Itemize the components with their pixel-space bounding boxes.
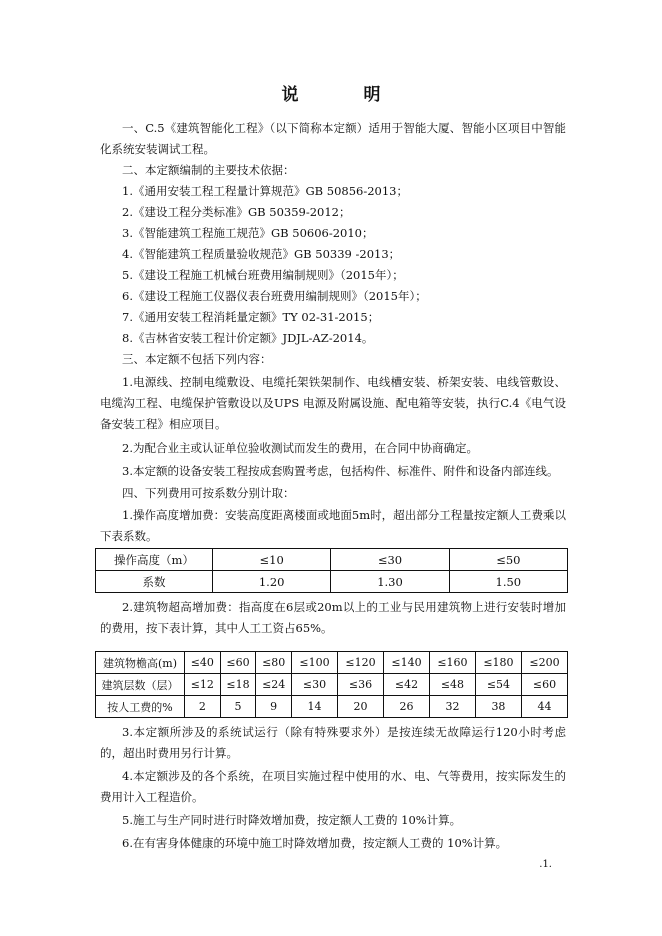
table-cell: 1.20 (213, 571, 331, 593)
fee-item-3: 3.本定额所涉及的系统试运行（除有特殊要求外）是按连续无故障运行120小时考虑的，超出时费用另行计算。 (100, 725, 566, 760)
building-height-table (95, 651, 568, 718)
exclusion-item-1: 1.电源线、控制电缆敷设、电缆托架铁架制作、电线槽安装、桥架安装、电线管敷设、电缆沟工程、电缆保护管敷设以及UPS 电源及附属设施、配电箱等安装，执行C.4《电气设备安装工程》相应项目。 (100, 375, 566, 431)
table-row (96, 571, 568, 593)
table-cell: ≤30 (292, 674, 338, 696)
table-cell: 2 (185, 696, 221, 718)
fee-item-2: 2.建筑物超高增加费：指高度在6层或20m以上的工业与民用建筑物上进行安装时增加的费用，按下表计算，其中人工工资占65%。 (100, 600, 566, 635)
page-title: 说 明 (281, 85, 405, 105)
table-cell: ≤60 (521, 674, 567, 696)
table-cell: ≤200 (521, 652, 567, 674)
table-cell: ≤80 (256, 652, 292, 674)
table-row (96, 674, 568, 696)
table-cell: ≤30 (331, 549, 449, 571)
table-cell: 20 (338, 696, 384, 718)
height-coefficient-table (95, 548, 568, 593)
table-cell: ≤18 (220, 674, 256, 696)
paragraph-basis-heading: 二、本定额编制的主要技术依据： (122, 163, 295, 177)
table-cell: 44 (521, 696, 567, 718)
table-row (96, 549, 568, 571)
basis-item-5: 5.《建设工程施工机械台班费用编制规则》（2015年）； (122, 268, 404, 282)
basis-item-6: 6.《建设工程施工仪器仪表台班费用编制规则》（2015年）； (122, 289, 427, 303)
fee-item-5: 5.施工与生产同时进行时降效增加费，按定额人工费的 10%计算。 (122, 813, 462, 827)
table-cell: ≤50 (449, 549, 567, 571)
paragraph-scope: 一、C.5《建筑智能化工程》（以下简称本定额）适用于智能大厦、智能小区项目中智能化系统安装调试工程。 (100, 121, 566, 156)
table-cell: ≤120 (338, 652, 384, 674)
table-cell: ≤48 (429, 674, 475, 696)
table-cell: ≤180 (475, 652, 521, 674)
paragraph-exclusions-heading: 三、本定额不包括下列内容： (122, 352, 272, 366)
table-row (96, 652, 568, 674)
table-cell: 按人工费的% (96, 696, 185, 718)
table-cell: 1.30 (331, 571, 449, 593)
basis-item-4: 4.《智能建筑工程质量验收规范》GB 50339 -2013； (122, 247, 401, 261)
table-cell: 38 (475, 696, 521, 718)
table-cell: ≤42 (383, 674, 429, 696)
table-cell: 5 (220, 696, 256, 718)
paragraph-fees-heading: 四、下列费用可按系数分别计取： (122, 486, 295, 500)
table-cell: ≤40 (185, 652, 221, 674)
table-cell: 14 (292, 696, 338, 718)
basis-item-7: 7.《通用安装工程消耗量定额》TY 02-31-2015； (122, 310, 380, 324)
table-cell: 建筑物檐高(m) (96, 652, 185, 674)
table-cell: ≤12 (185, 674, 221, 696)
table-cell: ≤24 (256, 674, 292, 696)
fee-item-4: 4.本定额涉及的各个系统，在项目实施过程中使用的水、电、气等费用，按实际发生的费用计入工程造价。 (100, 769, 566, 804)
table-row (96, 696, 568, 718)
table-cell: ≤54 (475, 674, 521, 696)
fee-item-1: 1.操作高度增加费：安装高度距离楼面或地面5m时，超出部分工程量按定额人工费乘以下表系数。 (100, 508, 566, 543)
table-cell: 32 (429, 696, 475, 718)
table-cell: 1.50 (449, 571, 567, 593)
page-number: .1. (539, 859, 552, 870)
table-cell: ≤160 (429, 652, 475, 674)
table-cell: ≤140 (383, 652, 429, 674)
basis-item-2: 2.《建设工程分类标准》GB 50359-2012； (122, 205, 351, 219)
exclusion-item-3: 3.本定额的设备安装工程按成套购置考虑，包括构件、标准件、附件和设备内部连线。 (122, 464, 559, 478)
basis-item-1: 1.《通用安装工程工程量计算规范》GB 50856-2013； (122, 184, 408, 198)
table-cell: ≤36 (338, 674, 384, 696)
basis-item-8: 8.《吉林省安装工程计价定额》JDJL-AZ-2014。 (122, 331, 374, 345)
basis-item-3: 3.《智能建筑工程施工规范》GB 50606-2010； (122, 226, 374, 240)
exclusion-item-2: 2.为配合业主或认证单位验收测试而发生的费用，在合同中协商确定。 (122, 441, 478, 455)
table-cell: 26 (383, 696, 429, 718)
table-cell: 9 (256, 696, 292, 718)
table-cell: ≤100 (292, 652, 338, 674)
table-cell: ≤10 (213, 549, 331, 571)
table-cell: 系数 (96, 571, 213, 593)
table-cell: ≤60 (220, 652, 256, 674)
table-cell: 建筑层数（层） (96, 674, 185, 696)
fee-item-6: 6.在有害身体健康的环境中施工时降效增加费，按定额人工费的 10%计算。 (122, 836, 508, 850)
table-cell: 操作高度（m） (96, 549, 213, 571)
